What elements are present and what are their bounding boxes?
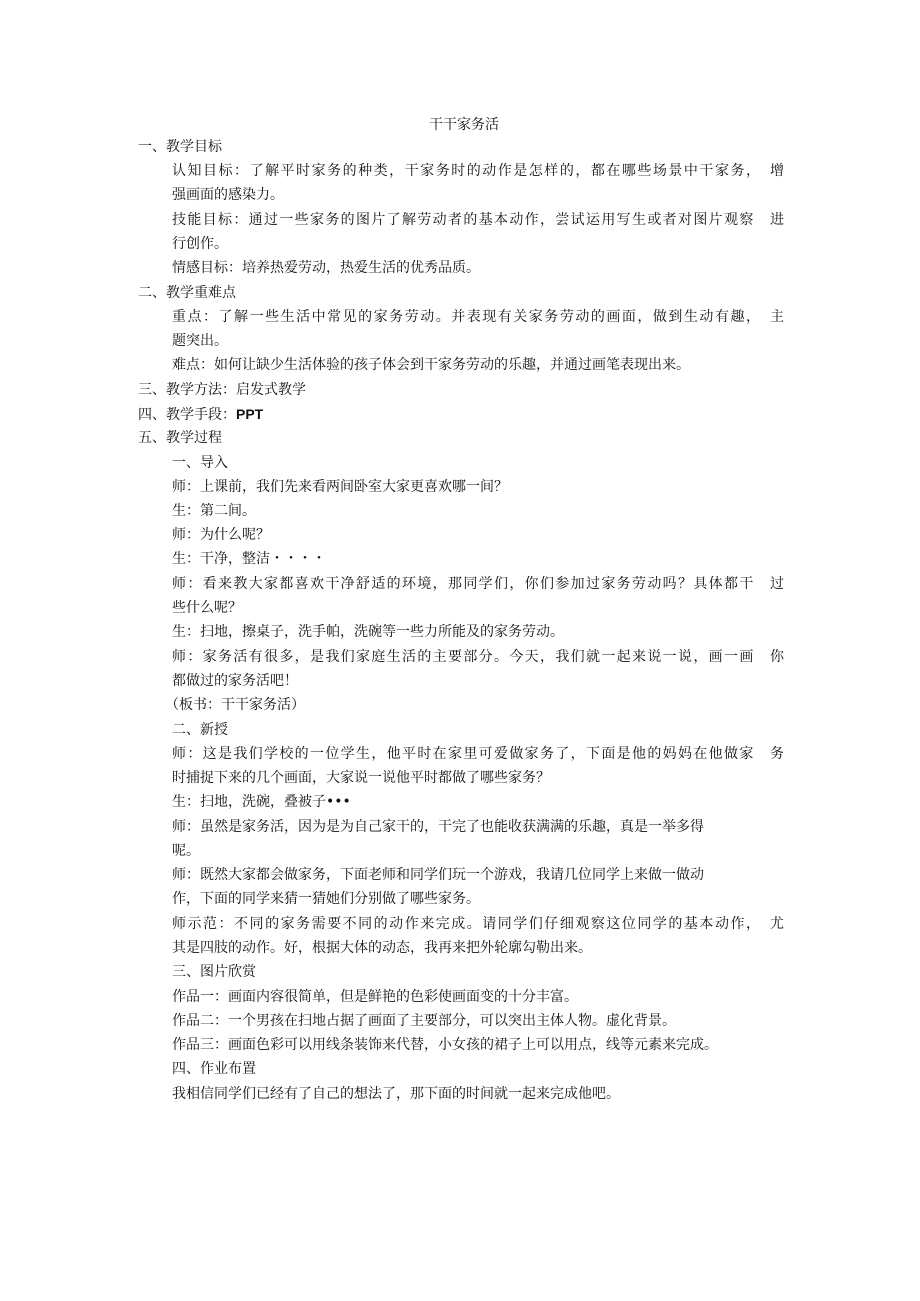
dialogue-line-continued: 都做过的家务活吧！ bbox=[172, 673, 298, 689]
dialogue-line-continued: 其是四肢的动作。好，根据大体的动态，我再来把外轮廓勾勒出来。 bbox=[172, 940, 592, 956]
subsection-heading-appreciation: 三、图片欣赏 bbox=[172, 964, 256, 980]
dialogue-line: 生：扫地，洗碗，叠被子••• bbox=[172, 794, 351, 810]
document-title: 干干家务活 bbox=[429, 117, 499, 133]
board-writing-note: （板书：干干家务活） bbox=[165, 697, 305, 713]
artwork-comment: 作品一：画面内容很简单，但是鲜艳的色彩使画面变的十分丰富。 bbox=[172, 989, 578, 1005]
dialogue-line: 师：家务活有很多，是我们家庭生活的主要部分。今天，我们就一起来说一说，画一画 你 bbox=[172, 649, 784, 665]
dialogue-line: 师：上课前，我们先来看两间卧室大家更喜欢哪一间？ bbox=[172, 479, 508, 495]
key-point-line-1: 重点：了解一些生活中常见的家务劳动。并表现有关家务劳动的画面，做到生动有趣， 主 bbox=[172, 309, 784, 325]
subsection-heading-new-lesson: 二、新授 bbox=[172, 722, 228, 738]
emotion-objective: 情感目标：培养热爱劳动，热爱生活的优秀品质。 bbox=[172, 260, 480, 276]
dialogue-line: 生：干净，整洁・・・・ bbox=[172, 551, 326, 567]
difficulty-point: 难点：如何让缺少生活体验的孩子体会到干家务劳动的乐趣，并通过画笔表现出来。 bbox=[172, 357, 690, 373]
dialogue-line: 师：这是我们学校的一位学生，他平时在家里可爱做家务了，下面是他的妈妈在他做家 务 bbox=[172, 746, 784, 762]
cognitive-objective-line-1: 认知目标：了解平时家务的种类，干家务时的动作是怎样的，都在哪些场景中干家务， 增 bbox=[172, 163, 784, 179]
dialogue-line-continued: 作，下面的同学来猜一猜她们分别做了哪些家务。 bbox=[172, 891, 480, 907]
section-heading-key-points: 二、教学重难点 bbox=[138, 285, 236, 301]
artwork-comment: 作品三：画面色彩可以用线条装饰来代替，小女孩的裙子上可以用点，线等元素来完成。 bbox=[172, 1037, 718, 1053]
key-point-line-2: 题突出。 bbox=[172, 333, 228, 349]
skill-objective-line-1: 技能目标：通过一些家务的图片了解劳动者的基本动作，尝试运用写生或者对图片观察 进 bbox=[172, 212, 784, 228]
dialogue-line: 师：为什么呢？ bbox=[172, 527, 270, 543]
dialogue-line: 师：既然大家都会做家务，下面老师和同学们玩一个游戏，我请几位同学上来做一做动 bbox=[172, 867, 704, 883]
artwork-comment: 作品二：一个男孩在扫地占据了画面了主要部分，可以突出主体人物。虚化背景。 bbox=[172, 1013, 676, 1029]
section-heading-objectives: 一、教学目标 bbox=[138, 139, 222, 155]
teaching-means-label: 四、教学手段： bbox=[138, 407, 236, 423]
dialogue-line: 生：扫地，擦桌子，洗手帕，洗碗等一些力所能及的家务劳动。 bbox=[172, 624, 564, 640]
teaching-means-value: PPT bbox=[236, 406, 264, 422]
subsection-heading-homework: 四、作业布置 bbox=[172, 1061, 256, 1077]
dialogue-line-continued: 些什么呢？ bbox=[172, 600, 242, 616]
section-heading-process: 五、教学过程 bbox=[138, 430, 222, 446]
homework-text: 我相信同学们已经有了自己的想法了，那下面的时间就一起来完成他吧。 bbox=[172, 1086, 620, 1102]
dialogue-line: 师：虽然是家务活，因为是为自己家干的，干完了也能收获满满的乐趣，真是一举多得 bbox=[172, 819, 704, 835]
dialogue-line-continued: 时捕捉下来的几个画面，大家说一说他平时都做了哪些家务？ bbox=[172, 770, 550, 786]
dialogue-line: 师：看来教大家都喜欢干净舒适的环境，那同学们，你们参加过家务劳动吗？具体都干 过 bbox=[172, 576, 784, 592]
subsection-heading-intro: 一、导入 bbox=[172, 455, 228, 471]
dialogue-line: 师示范：不同的家务需要不同的动作来完成。请同学们仔细观察这位同学的基本动作， 尤 bbox=[172, 916, 784, 932]
dialogue-line-continued: 呢。 bbox=[172, 843, 200, 859]
dialogue-line: 生：第二间。 bbox=[172, 503, 256, 519]
section-teaching-method: 三、教学方法：启发式教学 bbox=[138, 382, 306, 398]
skill-objective-line-2: 行创作。 bbox=[172, 236, 228, 252]
cognitive-objective-line-2: 强画面的感染力。 bbox=[172, 187, 284, 203]
section-teaching-means bbox=[138, 404, 263, 425]
